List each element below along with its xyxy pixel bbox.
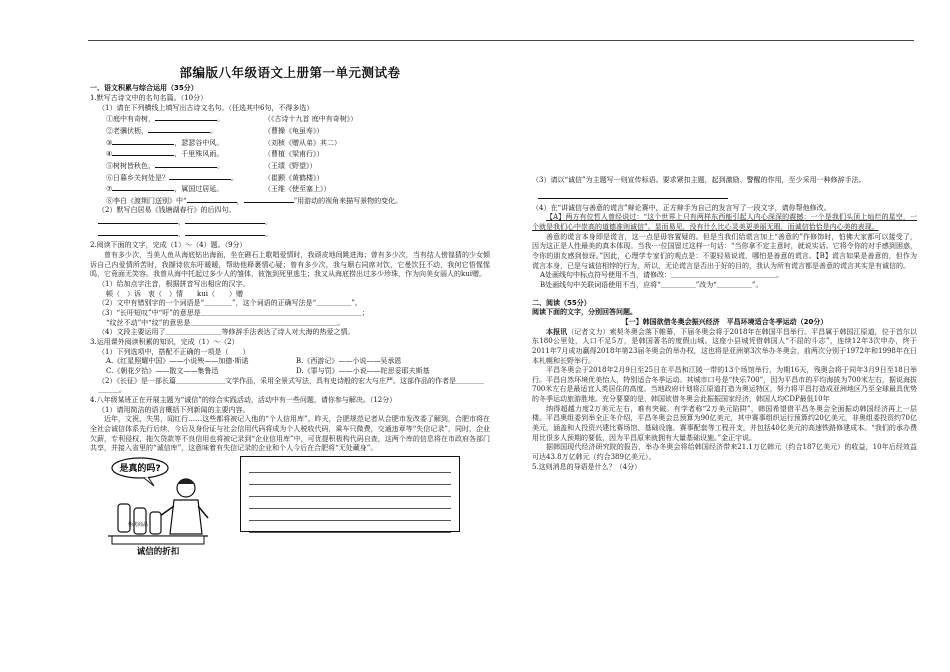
q1-item	[90, 137, 490, 149]
q1-item-prefix: ②老骥伏枥，	[106, 126, 148, 135]
r4-passage-b: 善意的谎言本身即是谎言，这一点是毋容置疑的。但是当我们给谎言加上“善意的”作修饰时，怕佛大家都可以接受了，因为这正是人性最美的真本体现。当我·一位国留过这样一句话：“当你拿不定主意时，就说实话。它将令你的对手感到困惑，令你的朋友感到惊讶。”因此，心理学专家们的观点是：不要轻易说谎，哪怕是善意的谎言。【B】谎言如果是善意的，但作为谎言本身，已是与诚信相悖的行为，所以，无论谎言是否出于好的目的，我认为所有谎言都是善意的谎言其实是有诚信的。	[532, 232, 917, 270]
article-para-4: 据韩国现代经济研究院的报告，举办冬奥会将给韩国经济带来21.1万亿韩元（约合187亿美元）的收益，10年后经效益可达43.8万亿韩元（约合389亿美元）。	[532, 443, 917, 462]
q1-item-8	[90, 195, 490, 207]
q3-s1: （1）下列选项中，搭配不正确的一项是（ ）	[98, 347, 250, 356]
section-1-heading: 一、语文积累与综合运用（35分）	[90, 84, 198, 93]
r4-passage-a: 【A】两方有位哲人曾经说过：“这个世界上只有两样东西能引起人内心深深的震撼：一个是我们头顶上灿烂的星空，一个就是我们心中崇高的道德准则诚信”。显而易见，没有什么比心灵美更美丽无瑕，而诚信恰恰是内心美的表现。	[532, 213, 917, 231]
q1-item-source: （王维《使至塞上》）	[264, 185, 331, 194]
q1-item	[90, 125, 490, 137]
article-lead: 本报讯	[546, 327, 568, 336]
q1-item-prefix: ③	[106, 138, 113, 147]
answer-writing-box[interactable]	[240, 456, 460, 532]
article-para-3: 纳得超越力度2万美元左右，难有突破。有学者称“2万美元陷阱”，韩国希望借平昌冬奥会全面振动韩国经济再上一层楼。平昌奥组委到举全正冬介绍，平昌冬奥会总预算为90亿美元，其中赛事组织运行预算约20亿美元，非奥组委投资约70亿美元，涵盖和人投资兴建比赛场馆、基础设施、赛事配套等工程开支，并包括40亿美元的高速铁路修建成本。“我们的承办费用比很多人预期的要低，因为平昌原来就拥有大量基础设施。”金正宇说。	[532, 404, 917, 442]
q2-passage: 曾有多少次，当美人鱼从海底钻出海面，坐在礁石上歌唱爱情时，我顽皮地间跳进海；曾有多少次，当有结人傍徨猜的少女倾诉自己内爱情所苦时，我撷诗依东吁暖暖，帮助他释裹情心疑；曾有多少次，我与顺右同席对饮，它曼饮狂不动，我何它悟惺惺呜，它竟面无笑容。我曾从海中托起过多少人的雏体，彼饱到死里逃生；我又从海底捞出过多少珍珠，作为向美女丽人的kui赠。	[90, 251, 490, 279]
q2-s2: （2）文中有错别字的一个词语是“＿＿＿＿”，这个词语的正确写法是“＿＿＿＿＿”。	[98, 299, 362, 308]
q3-option-b[interactable]: B.《西游记》——小说——吴承恩	[296, 357, 402, 366]
q1-item-suffix: ，属国过居延。	[174, 185, 224, 194]
q1-item	[90, 160, 490, 172]
q1-item-prefix: ④	[106, 150, 113, 159]
cartoon-bubble-text: 是真的吗?	[119, 463, 161, 474]
q4-figure-area	[90, 456, 490, 556]
right-column	[532, 176, 917, 472]
r4-fix-a: A处画线句中标点符号使用不当，请修改：＿＿＿＿＿＿＿＿＿＿＿＿＿＿＿。	[540, 271, 784, 280]
q1-item-prefix: ⑤树树皆秋色，	[106, 161, 155, 170]
cartoon-image	[98, 456, 218, 556]
answer-blank[interactable]	[185, 216, 265, 224]
q1-heading: 1.默写古诗文中的名句名篇。（10分）	[90, 93, 208, 102]
q2-heading: 2.阅读下面的文字，完成（1）～（4）题。（9分）	[90, 241, 247, 250]
cartoon-caption: 诚信的折扣	[136, 546, 180, 556]
q3-option-a[interactable]: A.《红星照耀中国》——小说殃——加德·斯诺	[106, 357, 249, 366]
q4-s1: （1）请用简洁的语言概括下列新闻的主要内容。	[98, 405, 250, 414]
section-2-heading: 二、阅读（55分）	[532, 298, 591, 307]
answer-blank[interactable]	[112, 183, 174, 191]
q1-sub1: （1）请在下列横线上填写出古诗文名句。（任选其中6句，不得多选）	[98, 103, 314, 112]
q1-item-suffix: ，瑟瑟谷中风。	[174, 138, 224, 147]
q3-heading: 3.运用课外阅读积累的知识，完成（1）～（2）	[90, 338, 239, 346]
q1-item	[90, 148, 490, 160]
q1-item-source: （曹植《梁甫行》）	[264, 150, 324, 159]
answer-blank[interactable]	[185, 228, 265, 236]
page-title: 部编版八年级语文上册第一单元测试卷	[179, 65, 401, 80]
q1-item-suffix: 。	[217, 161, 224, 170]
q5-question: 5.这则消息的导语是什么？（4分）	[532, 462, 642, 471]
q3-option-c[interactable]: C.《朝花夕拾》——散文——集鲁迅	[106, 366, 219, 375]
q2-s1: （1）给加点字注音，根据拼音写出相应的汉字。	[98, 280, 250, 289]
answer-blank[interactable]	[187, 195, 237, 203]
q1-blank-row: ， 。	[90, 228, 490, 240]
q2-s4: （4）文段主要运用了＿＿＿＿＿＿＿＿等修辞手法表达了诗人对大海的热爱之情。	[98, 328, 355, 337]
q1-item-suffix: ，千里殊风雨。	[174, 150, 224, 159]
article-title: 【一】韩国欲借冬奥会振兴经济 平昌环境适合冬季运动（20分）	[621, 317, 828, 326]
q1-item	[90, 172, 490, 184]
q3-option-d[interactable]: D.《罪与罚》——小说——陀思妥耶夫斯基	[296, 366, 430, 375]
q1-item-source: （刘桢《赠从弟》其二）	[264, 138, 341, 147]
answer-blank[interactable]	[155, 160, 217, 168]
top-rule	[88, 40, 914, 41]
q2-s3a: （3）“长吁短叹”中“吁”的意思是＿＿＿＿＿＿＿＿＿＿＿＿＿＿＿＿＿＿＿＿＿＿＿；	[98, 309, 369, 318]
article-para-2: 平昌冬奥会于2018年2月9日至25日在平昌和江陵一带的13个场馆举行，为期16天，残奥会将于同年3月9日至18日举行。平昌自然环境优美怡人，特别适合冬季运动。其城市口号是“快乐700”，因为平昌市的平均海拔为700米左右，据说海拔700米左右是最适宜人类居住的高度。当地政府计划将江原道打造为奥运特区，努力将平昌打造成亚洲地区乃至全球最具优势的冬季运动旅游胜地。充分要要的是，韩国欲借冬奥会此振振国家经济，韩国人均CDP最低10年	[532, 366, 917, 404]
q1-blank-row: ， 。	[90, 216, 490, 228]
r3-question: （3）请以“诚信”为主题写一则宣传标语。要求紧扣主题，起到激励、警醒的作用，至少采用一种修辞手法。	[532, 176, 866, 184]
q1-item-prefix: ①庭中有奇树，	[106, 115, 155, 124]
answer-blank[interactable]	[98, 228, 178, 236]
q1-sub2: （2）默写白居易《钱塘湖春行》的后四句。	[98, 206, 236, 215]
q1-item-suffix: 。	[217, 115, 224, 124]
cartoon-bottle-label: 伪劣商品	[127, 521, 149, 528]
answer-blank[interactable]	[98, 216, 178, 224]
answer-blank[interactable]	[244, 195, 294, 203]
q1-items	[90, 113, 490, 195]
q1-item	[90, 113, 490, 125]
q1-item	[90, 183, 490, 195]
q1-item-8-b: ，	[236, 196, 244, 205]
r4-question: （4）在“讲诚信与善意的谎言”辩论赛中，正方辩手为自己的发言写了一段文字，请你帮他修改。	[532, 203, 831, 212]
answer-blank[interactable]	[112, 148, 174, 156]
answer-blank[interactable]	[155, 113, 217, 121]
answer-blank[interactable]	[112, 137, 174, 145]
answer-blank[interactable]	[169, 172, 231, 180]
q1-item-prefix: ⑥日暮乡关何处是？	[106, 173, 169, 182]
q2-s3b: “纹丝不动”中“纹”的意思是＿＿＿＿＿＿＿＿＿＿＿＿＿＿＿＿＿＿＿＿＿。	[106, 318, 345, 327]
reading-instruction: 阅读下面的文字，分别回答问题。	[532, 308, 637, 317]
q1-item-prefix: ⑦	[106, 185, 113, 194]
article-para-1	[532, 328, 917, 367]
q2-s1-line: 顿（ ）诉 衷（ ）情 kui（ ）赠	[106, 289, 243, 298]
q1-item-suffix: 。	[210, 126, 217, 135]
q1-item-source: （王绩《野望》）	[264, 161, 317, 170]
r4-fix-b: B处画线句中关联词语使用不当，应将“＿＿＿＿＿”改为“＿＿＿＿＿”。	[540, 280, 763, 289]
q1-item-suffix: 。	[231, 173, 238, 182]
left-column	[90, 64, 490, 556]
q1-item-source: （崔颢《黄鹤楼》）	[264, 173, 324, 182]
q1-item-8-a: ⑧李白《渡荆门送别》中“	[106, 196, 187, 205]
q4-news: 近年，文祝，失男，闻红行……这些都将被记入他的“个人信用库”。昨天，合肥规范记者从合肥市发改委了解到，合肥市将在全社会诚信体系先行后续，今后及身份证与社会信用代码将成为个人税收代码，乘车只微费，交通违章等“失信记录”，同时，企业欠薪，专利侵权，拖欠贷款等不良信用也将被记录到“企业信用库”中，可优提积极构代码自查，这两个库的信息将在市政府各部门共享，并接入省里的“诚信库”，这意味着有失信记录的企业和个人今后在合肥将“无处藏身”。	[90, 415, 490, 453]
article-para-1-text: （记者文力）索契冬奥会落下帷幕，下届冬奥会将于2018年在韩国平昌举行。平昌属于韩国江原道，位于首尔以东180公里处，人口不足5万，是韩国著名的度假山城。这座小县城凭借韩国人“不屈的斗志”，连续12年3次申办，终于2011年7月成功赢得2018年第23届冬奥会的举办权，这也将是亚洲第3次举办冬奥会，前两次分别于1972年和1998年在日本札幌和长野举行。	[532, 327, 917, 365]
q4-heading: 4.八年级某班正在开展主题为“诚信”的综合实践活动，活动中有一些问题，请你参与解决。（12分）	[90, 395, 397, 404]
answer-blank[interactable]	[148, 125, 210, 133]
q3-s2: （2）《长征》是一部长篇＿＿＿＿＿＿＿文学作品，采用全景式写法，具有史诗般的宏大与庄严。这部作品的作者是＿＿＿＿＿＿＿。	[98, 376, 484, 395]
q3-options-row-1	[90, 357, 490, 367]
q1-item-8-c: ”用游动的视角来描写景物的变化。	[293, 196, 403, 205]
q3-options-row-2	[90, 367, 490, 377]
q1-item-source: （曹操《龟虽寿》）	[264, 126, 324, 135]
q1-item-source: （《古诗十九首 庭中有奇树》）	[264, 115, 358, 124]
